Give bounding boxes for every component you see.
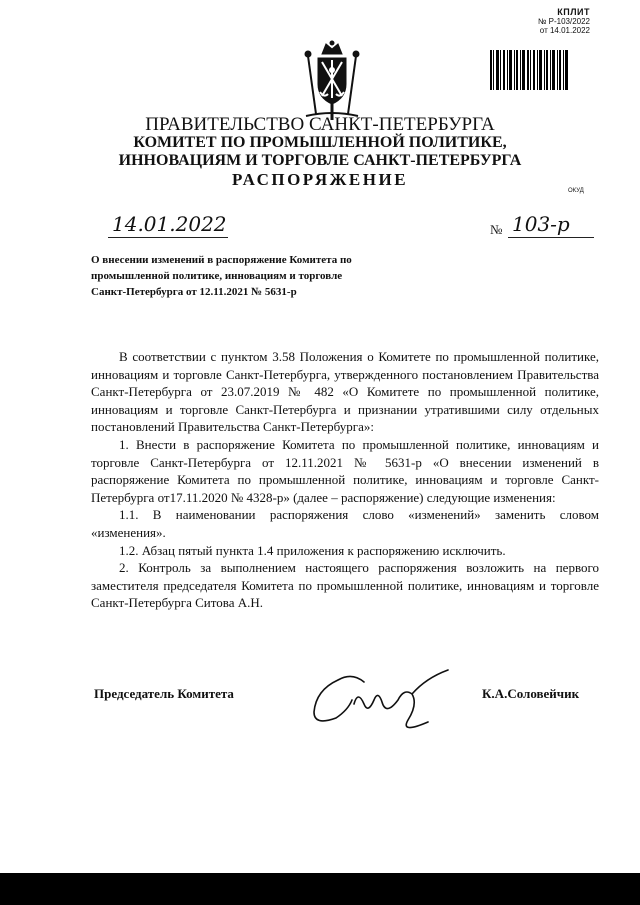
coat-of-arms-icon	[300, 40, 364, 122]
preamble-paragraph: В соответствии с пунктом 3.58 Положения о Комитете по промышленной политике, инновациям и торговле Санкт-Петербурга, утвержденного постановлением Правительства Санкт-Петербурга от 23.07.2019 № 482 «О Комитете по промышленной политике, инновациям и торговле Санкт-Петербурга и признании утратившими силу отдельных постановлений Правительства Санкт-Петербурга»:	[91, 349, 599, 435]
document-date: 14.01.2022	[112, 212, 227, 236]
scan-border	[0, 873, 640, 905]
number-label: №	[490, 222, 503, 237]
date-underline	[108, 237, 228, 238]
item-1-2-paragraph: 1.2. Абзац пятый пункта 1.4 приложения к распоряжению исключить.	[119, 542, 506, 558]
item-2-paragraph: 2. Контроль за выполнением настоящего распоряжения возложить на первого заместителя председателя Комитета по промышленной политике, инновациям и торговле Санкт-Петербурга Ситова А.Н.	[91, 560, 599, 611]
stamp-reg-number: № Р-103/2022	[537, 17, 590, 26]
number-underline	[508, 237, 594, 238]
stamp-reg-date: от 14.01.2022	[539, 26, 590, 35]
stamp-org: КПЛИТ	[557, 7, 590, 17]
item-1-paragraph: 1. Внести в распоряжение Комитета по промышленной политике, инновациям и торговле Санкт-Петербурга от 12.11.2021 № 5631-р «О внесении изменений в распоряжение Комитета по промышленной политике, инновациям и торговле Санкт-Петербурга от17.11.2020 № 4328-р» (далее – распоряжение) следующие изменения:	[91, 436, 599, 505]
signatory-title: Председатель Комитета	[94, 686, 234, 701]
handwritten-signature	[308, 660, 458, 740]
document-body	[91, 348, 599, 612]
committee-title-line1: КОМИТЕТ ПО ПРОМЫШЛЕННОЙ ПОЛИТИКЕ,	[133, 134, 507, 151]
committee-title-line2: ИННОВАЦИЯМ И ТОРГОВЛЕ САНКТ-ПЕТЕРБУРГА	[118, 152, 522, 169]
signatory-name: К.А.Соловейчик	[482, 686, 580, 701]
okud-label: ОКУД	[568, 188, 584, 194]
document-subject: О внесении изменений в распоряжение Комитета по промышленной политике, инновациям и торговле Санкт-Петербурга от 12.11.2021 № 5631-р	[91, 254, 352, 298]
document-type: РАСПОРЯЖЕНИЕ	[231, 170, 409, 189]
registration-stamp	[480, 8, 590, 35]
document-number: 103-р	[512, 212, 570, 236]
barcode	[490, 50, 568, 90]
government-title: ПРАВИТЕЛЬСТВО САНКТ-ПЕТЕРБУРГА	[145, 114, 495, 135]
item-1-1-paragraph: 1.1. В наименовании распоряжения слово «изменений» заменить словом «изменения».	[91, 507, 599, 540]
